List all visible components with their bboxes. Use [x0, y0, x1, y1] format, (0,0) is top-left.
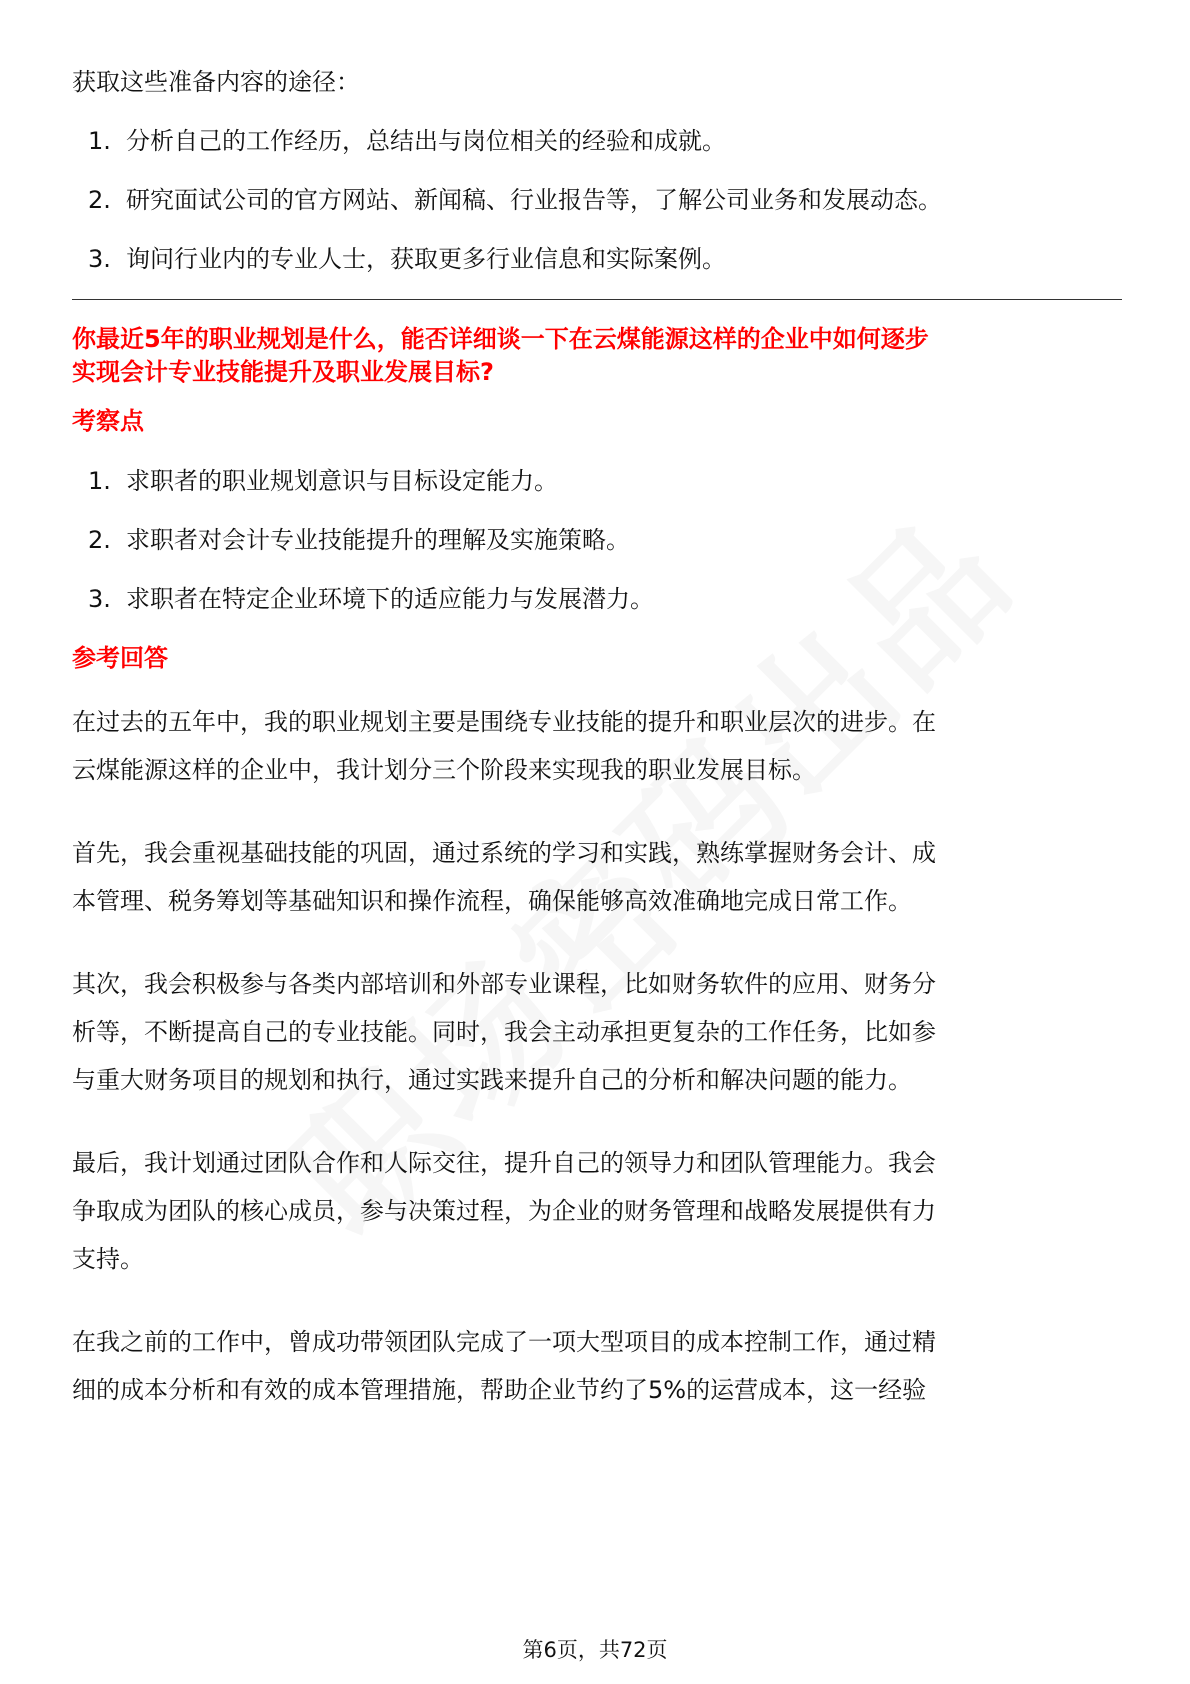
list-item-text: 求职者的职业规划意识与目标设定能力。 — [126, 467, 558, 495]
paragraph-line: 首先，我会重视基础技能的巩固，通过系统的学习和实践，熟练掌握财务会计、成 — [72, 839, 936, 867]
paragraph-line: 在我之前的工作中，曾成功带领团队完成了一项大型项目的成本控制工作，通过精 — [72, 1328, 936, 1356]
list-item-text: 询问行业内的专业人士，获取更多行业信息和实际案例。 — [126, 245, 726, 273]
kaochadian-label: 考察点 — [72, 407, 144, 435]
answer-paragraph — [72, 698, 1122, 794]
list-item — [72, 121, 1122, 161]
list-item — [72, 520, 1122, 560]
intro-heading: 获取这些准备内容的途径： — [72, 68, 360, 96]
list-item — [72, 239, 1122, 279]
list-item-number: 1. — [88, 127, 111, 155]
page-footer: 第6页，共72页 — [522, 1638, 668, 1662]
answer-paragraph — [72, 829, 1122, 925]
list-item-text: 求职者在特定企业环境下的适应能力与发展潜力。 — [126, 585, 654, 613]
list-item — [72, 180, 1122, 220]
kaochadian-list — [72, 461, 1122, 619]
list-item-number: 3. — [88, 245, 111, 273]
paragraph-line: 其次，我会积极参与各类内部培训和外部专业课程，比如财务软件的应用、财务分 — [72, 970, 936, 998]
paragraph-line: 在过去的五年中，我的职业规划主要是围绕专业技能的提升和职业层次的进步。在 — [72, 708, 936, 736]
list-item — [72, 461, 1122, 501]
list-item-text: 求职者对会计专业技能提升的理解及实施策略。 — [126, 526, 630, 554]
paragraph-line: 争取成为团队的核心成员，参与决策过程，为企业的财务管理和战略发展提供有力 — [72, 1197, 936, 1225]
paragraph-line: 云煤能源这样的企业中，我计划分三个阶段来实现我的职业发展目标。 — [72, 756, 816, 784]
paragraph-line: 本管理、税务筹划等基础知识和操作流程，确保能够高效准确地完成日常工作。 — [72, 887, 912, 915]
question-heading — [72, 323, 1122, 389]
page-content — [72, 62, 1122, 1449]
section-divider — [72, 299, 1122, 300]
prep-list — [72, 121, 1122, 279]
answer-label: 参考回答 — [72, 644, 168, 672]
paragraph-line: 析等，不断提高自己的专业技能。同时，我会主动承担更复杂的工作任务，比如参 — [72, 1018, 936, 1046]
list-item-text: 研究面试公司的官方网站、新闻稿、行业报告等，了解公司业务和发展动态。 — [126, 186, 942, 214]
question-line: 实现会计专业技能提升及职业发展目标? — [72, 358, 494, 386]
paragraph-line: 与重大财务项目的规划和执行，通过实践来提升自己的分析和解决问题的能力。 — [72, 1066, 912, 1094]
question-line: 你最近5年的职业规划是什么，能否详细谈一下在云煤能源这样的企业中如何逐步 — [72, 325, 929, 353]
list-item — [72, 579, 1122, 619]
list-item-text: 分析自己的工作经历，总结出与岗位相关的经验和成就。 — [126, 127, 726, 155]
paragraph-line: 细的成本分析和有效的成本管理措施，帮助企业节约了5%的运营成本，这一经验 — [72, 1376, 927, 1404]
answer-paragraph — [72, 1318, 1122, 1414]
list-item-number: 2. — [88, 186, 111, 214]
answer-paragraph — [72, 1139, 1122, 1283]
list-item-number: 3. — [88, 585, 111, 613]
answer-paragraph — [72, 960, 1122, 1104]
paragraph-line: 支持。 — [72, 1245, 144, 1273]
list-item-number: 1. — [88, 467, 111, 495]
list-item-number: 2. — [88, 526, 111, 554]
paragraph-line: 最后，我计划通过团队合作和人际交往，提升自己的领导力和团队管理能力。我会 — [72, 1149, 936, 1177]
